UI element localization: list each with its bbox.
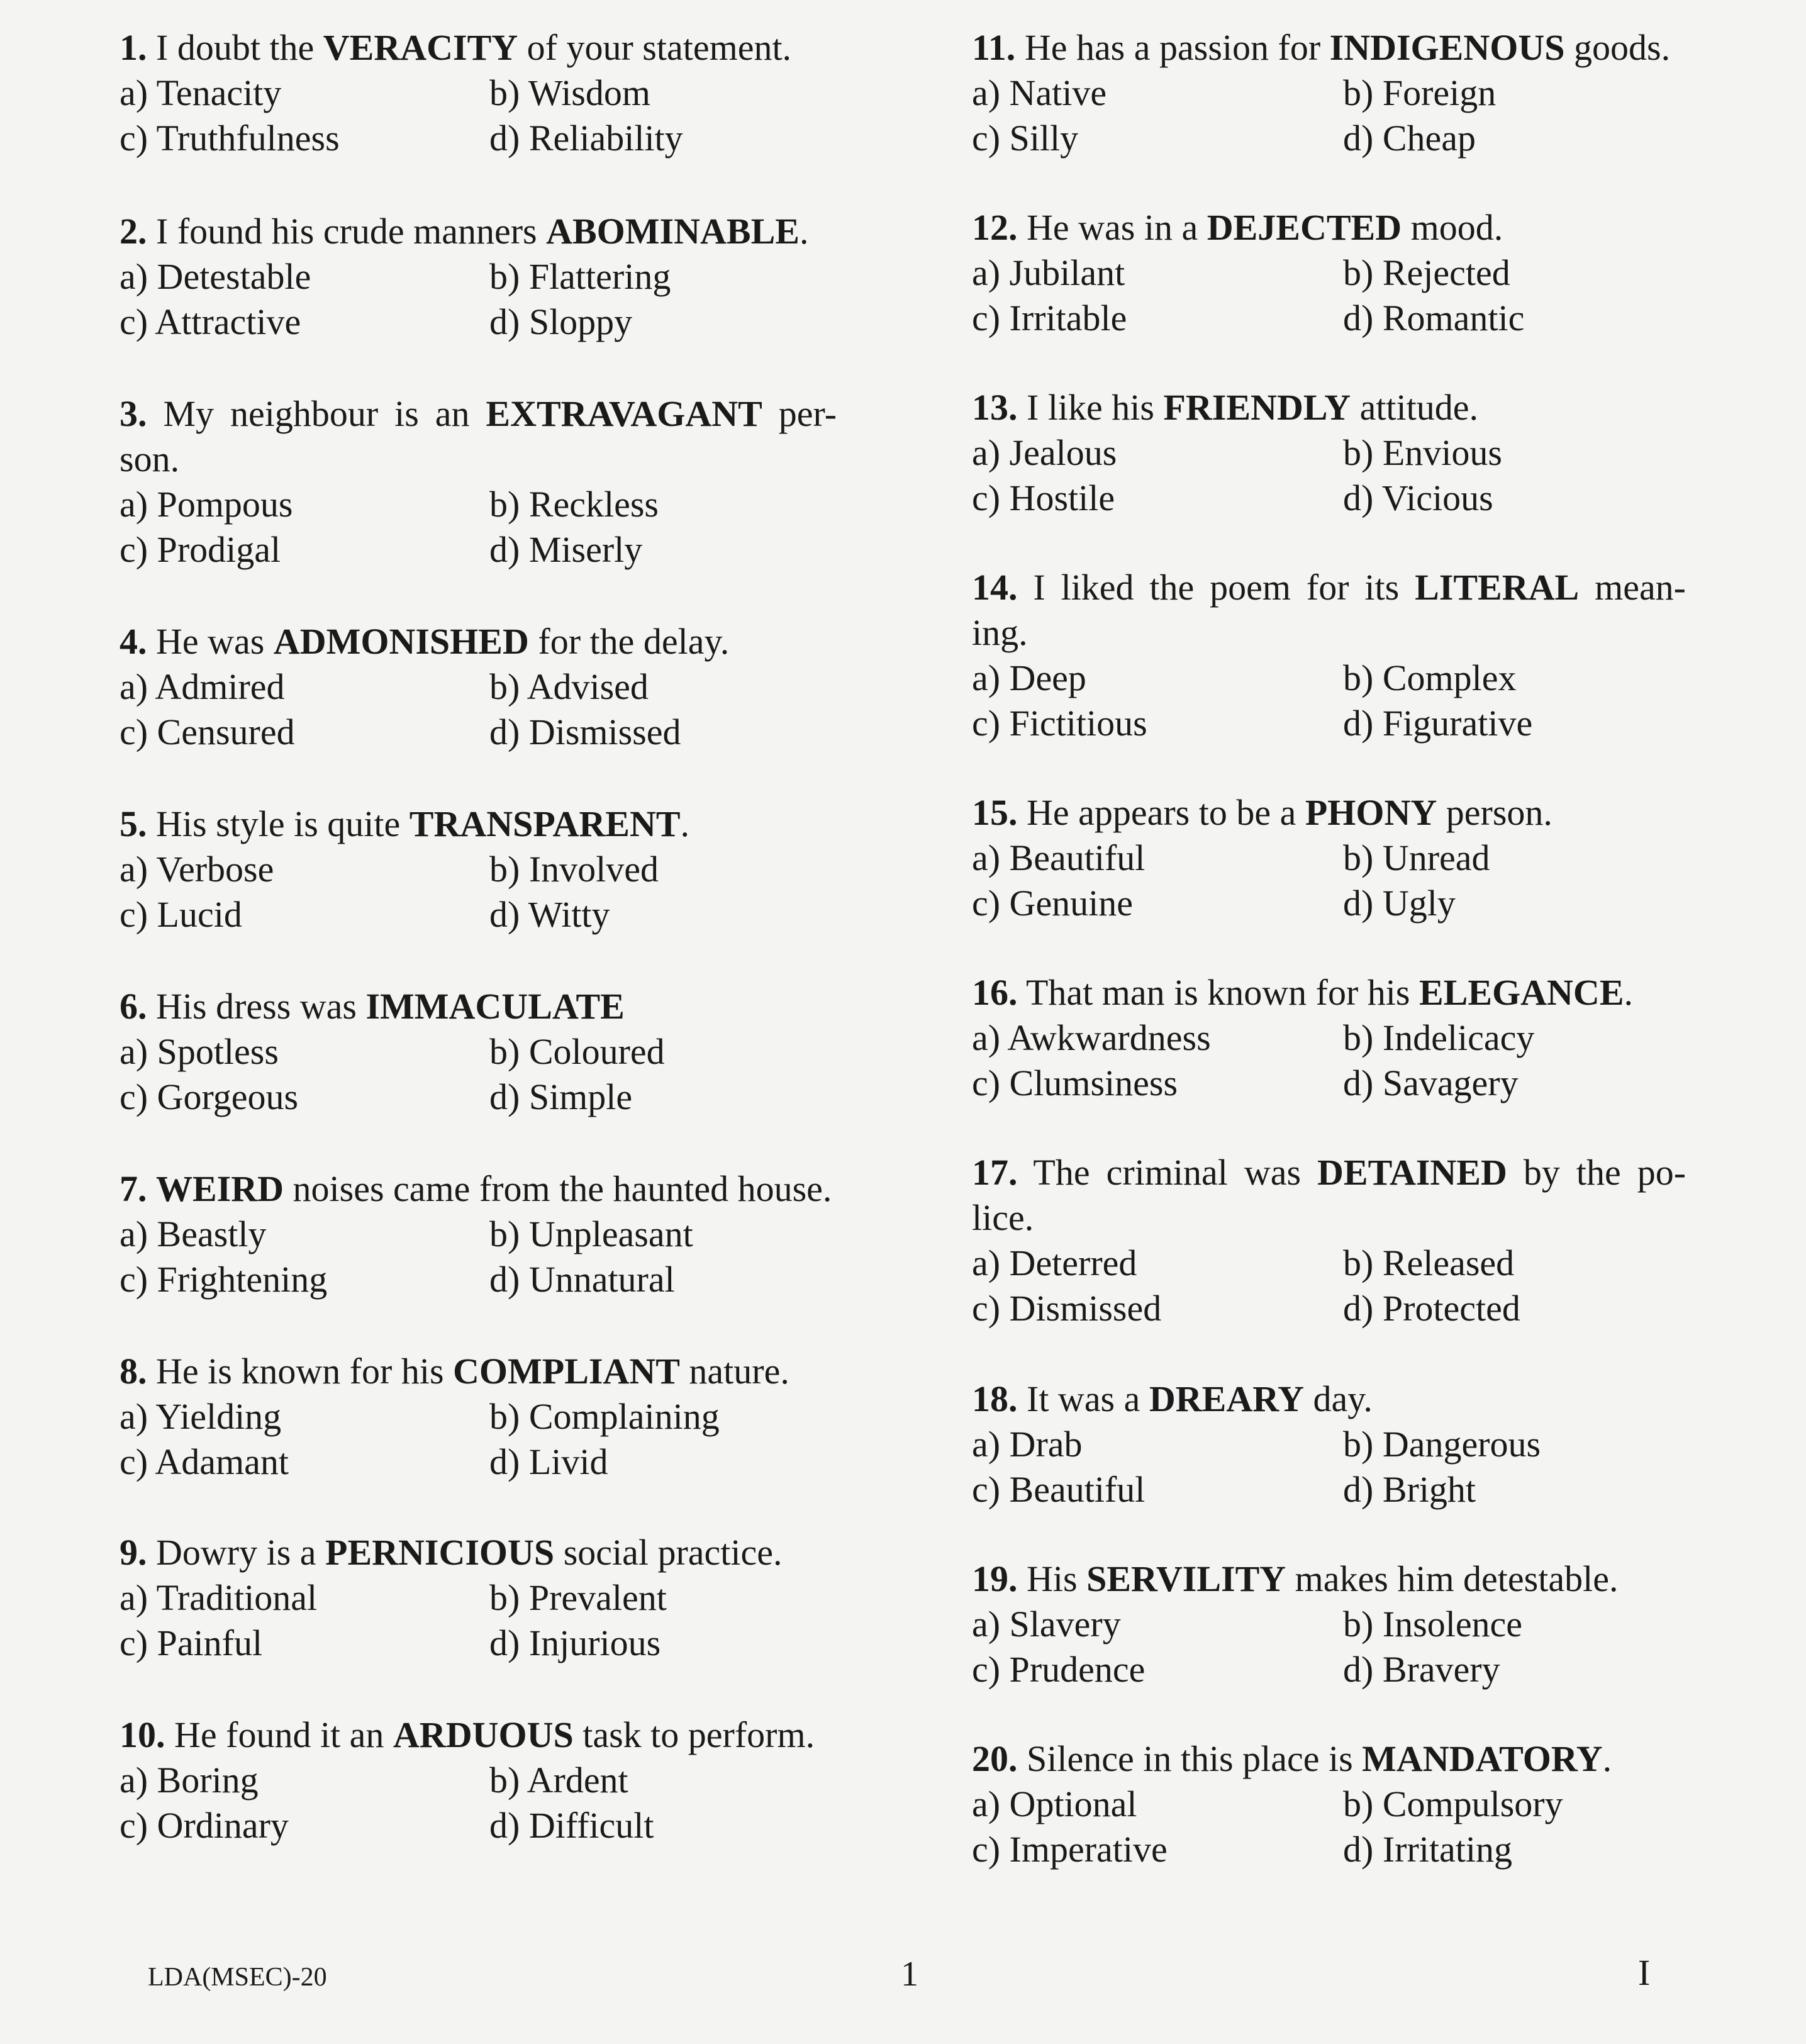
answer-option: b) Flattering	[489, 256, 671, 297]
keyword: ADMONISHED	[273, 621, 529, 662]
answer-option: c) Lucid	[120, 894, 242, 935]
keyword: ABOMINABLE	[546, 211, 800, 252]
answer-option: a) Beautiful	[972, 837, 1145, 878]
answer-option: b) Ardent	[489, 1760, 628, 1801]
answer-option: a) Beastly	[120, 1214, 267, 1254]
question-number: 7.	[120, 1168, 147, 1209]
answer-option: b) Compulsory	[1343, 1784, 1563, 1824]
question-number: 8.	[120, 1351, 147, 1392]
question-number: 2.	[120, 211, 147, 252]
question-text: goods.	[1564, 27, 1671, 68]
answer-option: c) Hostile	[972, 477, 1115, 518]
question-text: The criminal was	[1017, 1152, 1318, 1193]
answer-option: c) Silly	[972, 118, 1079, 159]
answer-option: b) Reckless	[489, 484, 659, 525]
question-stem	[120, 1349, 837, 1394]
question-number: 18.	[972, 1378, 1018, 1419]
answer-option: b) Insolence	[1343, 1604, 1523, 1645]
keyword: DEJECTED	[1207, 207, 1402, 248]
answer-option: b) Advised	[489, 666, 649, 707]
answer-options	[972, 835, 1686, 926]
question-stem	[972, 205, 1686, 250]
answer-option: a) Deep	[972, 657, 1086, 698]
answer-option: c) Prodigal	[120, 529, 281, 570]
question-stem	[972, 385, 1686, 430]
answer-option: c) Truthfulness	[120, 118, 340, 159]
question-5	[120, 801, 837, 937]
question-number: 9.	[120, 1532, 147, 1573]
question-7	[120, 1166, 837, 1302]
keyword: ARDUOUS	[393, 1714, 574, 1755]
answer-option: b) Complex	[1343, 657, 1517, 698]
question-stem	[120, 1166, 837, 1212]
question-text: task to perform.	[573, 1714, 815, 1755]
question-text: .	[799, 211, 809, 252]
answer-options	[120, 847, 837, 937]
answer-option: d) Witty	[489, 894, 610, 935]
answer-option: c) Frightening	[120, 1259, 328, 1300]
question-number: 6.	[120, 986, 147, 1027]
answer-options	[972, 656, 1686, 746]
question-text: day.	[1303, 1378, 1373, 1419]
question-text	[147, 1168, 157, 1209]
answer-option: b) Unpleasant	[489, 1214, 693, 1254]
question-text: attitude.	[1351, 387, 1479, 428]
question-stem	[972, 790, 1686, 835]
answer-option: d) Vicious	[1343, 477, 1493, 518]
question-6	[120, 984, 837, 1120]
answer-option: d) Bravery	[1343, 1649, 1500, 1690]
question-stem	[972, 1377, 1686, 1422]
answer-option: c) Dismissed	[972, 1288, 1162, 1329]
answer-option: a) Deterred	[972, 1243, 1137, 1283]
answer-option: d) Protected	[1343, 1288, 1520, 1329]
question-number: 4.	[120, 621, 147, 662]
answer-options	[120, 1575, 837, 1666]
answer-option: d) Miserly	[489, 529, 643, 570]
answer-option: c) Fictitious	[972, 703, 1147, 744]
answer-option: d) Difficult	[489, 1805, 654, 1846]
keyword: EXTRAVAGANT	[486, 393, 762, 434]
keyword: LITERAL	[1415, 567, 1580, 608]
answer-option: a) Detestable	[120, 256, 311, 297]
question-14	[972, 565, 1686, 746]
question-text: I like his	[1017, 387, 1164, 428]
question-stem	[972, 1736, 1686, 1782]
right-column	[972, 25, 1686, 1872]
question-18	[972, 1377, 1686, 1512]
question-text: person.	[1437, 792, 1552, 833]
question-text: by the po-lice.	[972, 1152, 1686, 1238]
answer-option: c) Beautiful	[972, 1469, 1145, 1510]
answer-option: a) Verbose	[120, 849, 274, 890]
answer-option: c) Painful	[120, 1622, 263, 1663]
question-text: mood.	[1402, 207, 1503, 248]
answer-option: d) Savagery	[1343, 1063, 1519, 1103]
question-16	[972, 970, 1686, 1106]
answer-option: b) Dangerous	[1343, 1424, 1541, 1465]
answer-option: b) Coloured	[489, 1031, 665, 1072]
question-9	[120, 1530, 837, 1666]
answer-option: d) Sloppy	[489, 301, 633, 342]
question-number: 1.	[120, 27, 147, 68]
question-text: Dowry is a	[147, 1532, 326, 1573]
question-text: His	[1017, 1558, 1087, 1599]
answer-option: c) Ordinary	[120, 1805, 289, 1846]
question-number: 19.	[972, 1558, 1018, 1599]
answer-option: b) Unread	[1343, 837, 1490, 878]
question-number: 17.	[972, 1152, 1018, 1193]
question-text: It was a	[1017, 1378, 1149, 1419]
question-13	[972, 385, 1686, 521]
answer-option: d) Cheap	[1343, 118, 1476, 159]
question-text: social practice.	[554, 1532, 783, 1573]
answer-option: d) Irritating	[1343, 1829, 1512, 1870]
question-stem	[120, 984, 837, 1029]
answer-option: c) Adamant	[120, 1441, 289, 1482]
keyword: TRANSPARENT	[409, 803, 681, 844]
answer-options	[120, 1394, 837, 1485]
question-3	[120, 391, 837, 572]
answer-options	[120, 482, 837, 572]
question-text: His dress was	[147, 986, 366, 1027]
question-stem	[120, 209, 837, 254]
question-stem	[120, 391, 837, 482]
answer-option: a) Jubilant	[972, 252, 1125, 293]
answer-option: d) Injurious	[489, 1622, 661, 1663]
question-text: .	[1602, 1738, 1612, 1779]
keyword: PHONY	[1305, 792, 1437, 833]
question-number: 15.	[972, 792, 1018, 833]
question-text: His style is quite	[147, 803, 410, 844]
question-text: nature.	[679, 1351, 789, 1392]
question-stem	[120, 619, 837, 664]
answer-option: a) Native	[972, 72, 1107, 113]
question-text: .	[1624, 972, 1633, 1013]
question-number: 5.	[120, 803, 147, 844]
question-number: 13.	[972, 387, 1018, 428]
keyword: INDIGENOUS	[1329, 27, 1565, 68]
question-number: 20.	[972, 1738, 1018, 1779]
keyword: WEIRD	[156, 1168, 284, 1209]
question-text: for the delay.	[528, 621, 730, 662]
question-15	[972, 790, 1686, 926]
answer-option: c) Irritable	[972, 298, 1127, 338]
answer-option: a) Admired	[120, 666, 285, 707]
answer-option: d) Unnatural	[489, 1259, 675, 1300]
question-text: My neighbour is an	[147, 393, 486, 434]
answer-options	[972, 430, 1686, 521]
question-number: 14.	[972, 567, 1018, 608]
answer-option: b) Rejected	[1343, 252, 1510, 293]
keyword: IMMACULATE	[365, 986, 625, 1027]
answer-option: a) Spotless	[120, 1031, 279, 1072]
question-number: 16.	[972, 972, 1018, 1013]
answer-option: a) Jealous	[972, 432, 1117, 473]
answer-option: a) Traditional	[120, 1577, 318, 1618]
answer-options	[120, 1212, 837, 1302]
answer-options	[120, 1029, 837, 1120]
answer-option: c) Gorgeous	[120, 1076, 299, 1117]
answer-option: b) Wisdom	[489, 72, 650, 113]
answer-option: a) Optional	[972, 1784, 1137, 1824]
answer-options	[972, 1602, 1686, 1692]
question-text: .	[680, 803, 690, 844]
answer-option: c) Prudence	[972, 1649, 1145, 1690]
answer-option: b) Complaining	[489, 1396, 720, 1437]
answer-options	[972, 250, 1686, 341]
question-text: He is known for his	[147, 1351, 454, 1392]
question-text: noises came from the haunted house.	[284, 1168, 832, 1209]
answer-option: b) Foreign	[1343, 72, 1497, 113]
keyword: PERNICIOUS	[325, 1532, 555, 1573]
page-number: 1	[901, 1955, 918, 1994]
question-12	[972, 205, 1686, 341]
answer-options	[120, 664, 837, 755]
answer-option: a) Tenacity	[120, 72, 282, 113]
answer-option: d) Dismissed	[489, 712, 681, 752]
question-4	[120, 619, 837, 755]
question-1	[120, 25, 837, 161]
keyword: DREARY	[1149, 1378, 1304, 1419]
question-text: Silence in this place is	[1017, 1738, 1363, 1779]
answer-option: c) Attractive	[120, 301, 301, 342]
answer-options	[120, 70, 837, 161]
answer-option: a) Yielding	[120, 1396, 282, 1437]
question-11	[972, 25, 1686, 161]
answer-option: b) Involved	[489, 849, 659, 890]
answer-option: c) Censured	[120, 712, 295, 752]
keyword: SERVILITY	[1086, 1558, 1286, 1599]
question-number: 3.	[120, 393, 147, 434]
question-stem	[972, 565, 1686, 656]
question-text: I liked the poem for its	[1017, 567, 1415, 608]
answer-option: a) Boring	[120, 1760, 259, 1801]
left-column	[120, 25, 837, 1848]
question-text: I found his crude manners	[147, 211, 547, 252]
answer-option: d) Romantic	[1343, 298, 1525, 338]
question-8	[120, 1349, 837, 1485]
answer-option: b) Prevalent	[489, 1577, 667, 1618]
keyword: MANDATORY	[1362, 1738, 1603, 1779]
answer-option: a) Awkwardness	[972, 1017, 1211, 1058]
keyword: FRIENDLY	[1163, 387, 1351, 428]
answer-option: b) Indelicacy	[1343, 1017, 1535, 1058]
question-text: He has a passion for	[1015, 27, 1330, 68]
question-text: He found it an	[165, 1714, 393, 1755]
keyword: ELEGANCE	[1419, 972, 1624, 1013]
question-stem	[120, 25, 837, 70]
answer-option: d) Bright	[1343, 1469, 1476, 1510]
question-stem	[120, 1712, 837, 1758]
question-text: of your statement.	[518, 27, 792, 68]
answer-option: d) Figurative	[1343, 703, 1533, 744]
keyword: COMPLIANT	[453, 1351, 680, 1392]
answer-options	[972, 1782, 1686, 1872]
answer-options	[120, 1758, 837, 1848]
booklet-set: I	[1638, 1952, 1651, 1993]
answer-option: c) Genuine	[972, 883, 1134, 924]
question-stem	[972, 1150, 1686, 1241]
question-stem	[972, 970, 1686, 1015]
question-number: 10.	[120, 1714, 165, 1755]
answer-option: a) Slavery	[972, 1604, 1121, 1645]
keyword: VERACITY	[323, 27, 518, 68]
question-text: makes him detestable.	[1286, 1558, 1619, 1599]
answer-options	[120, 254, 837, 345]
answer-option: c) Imperative	[972, 1829, 1168, 1870]
question-2	[120, 209, 837, 345]
answer-option: d) Livid	[489, 1441, 608, 1482]
answer-options	[972, 1015, 1686, 1106]
question-text: mean-ing.	[972, 567, 1686, 653]
answer-option: a) Pompous	[120, 484, 293, 525]
question-text: He appears to be a	[1017, 792, 1305, 833]
paper-code: LDA(MSEC)-20	[148, 1963, 327, 1992]
question-stem	[972, 25, 1686, 70]
question-number: 11.	[972, 27, 1016, 68]
question-text: He was	[147, 621, 274, 662]
answer-option: b) Released	[1343, 1243, 1515, 1283]
answer-options	[972, 1422, 1686, 1512]
question-20	[972, 1736, 1686, 1872]
question-stem	[120, 1530, 837, 1575]
question-stem	[972, 1556, 1686, 1602]
answer-option: b) Envious	[1343, 432, 1502, 473]
answer-option: a) Drab	[972, 1424, 1083, 1465]
question-10	[120, 1712, 837, 1848]
answer-option: d) Simple	[489, 1076, 633, 1117]
answer-option: c) Clumsiness	[972, 1063, 1178, 1103]
question-text: That man is known for his	[1017, 972, 1419, 1013]
keyword: DETAINED	[1317, 1152, 1507, 1193]
answer-options	[972, 1241, 1686, 1331]
question-text: He was in a	[1017, 207, 1207, 248]
answer-option: d) Ugly	[1343, 883, 1456, 924]
question-19	[972, 1556, 1686, 1692]
question-text: I doubt the	[147, 27, 323, 68]
question-17	[972, 1150, 1686, 1331]
question-text: per-son.	[120, 393, 837, 479]
answer-options	[972, 70, 1686, 161]
question-stem	[120, 801, 837, 847]
question-number: 12.	[972, 207, 1018, 248]
answer-option: d) Reliability	[489, 118, 683, 159]
